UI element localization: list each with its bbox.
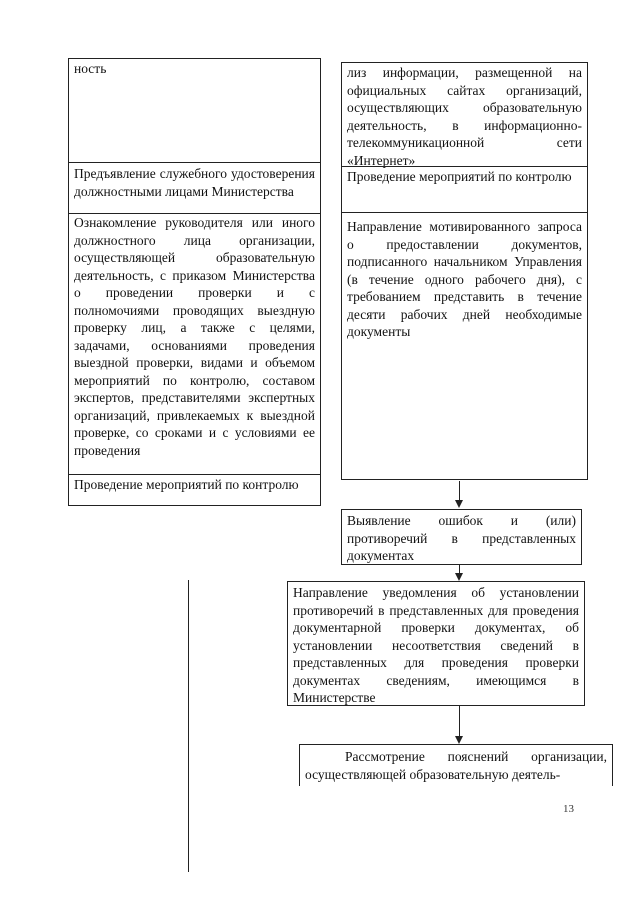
arrow-line-1 — [459, 481, 460, 501]
left-cell-id-presentation: Предъявление служебного удостоверения должностными лицами Министерства — [74, 166, 315, 199]
arrow-line-2 — [459, 565, 460, 573]
errors-detection-text: Выявление ошибок и (или) противоречий в представленных документах — [347, 513, 576, 563]
page-number: 13 — [563, 803, 574, 815]
notification-text: Направление уведомления об установлении противоречий в представленных для проведения документарной проверки документах, об установлении несоответствия сведений в представленных для проведения проверки документах сведениям, имеющимся в Министерстве — [293, 585, 579, 705]
arrow-head-3 — [455, 736, 463, 744]
right-cell-info-analysis: лиз информации, размещенной на официальных сайтах организаций, осуществляющих образовательную деятельность, в информационно-телекоммуникационной сети «Интернет» — [347, 65, 582, 168]
right-divider-2 — [341, 212, 588, 213]
left-cell-continuation: ность — [74, 61, 107, 76]
right-cell-control-measures: Проведение мероприятий по контролю — [347, 169, 572, 184]
right-cell-document-request: Направление мотивированного запроса о предоставлении документов, подписанного начальником Управления (в течение одного рабочего дня), с требованием представить в течение десяти рабочих дней необходимые документы — [347, 219, 582, 339]
arrow-line-3 — [459, 706, 460, 736]
left-cell-control-measures: Проведение мероприятий по контролю — [74, 477, 299, 492]
arrow-head-1 — [455, 500, 463, 508]
explanations-review-text: Рассмотрение пояснений организации, осуществляющей образовательную деятель- — [305, 749, 607, 782]
left-cell-familiarization: Ознакомление руководителя или иного должностного лица организации, осуществляющей образовательную деятельность, с приказом Министерства о проведении проверки и с полномочиями проводящих выездную проверку лиц, а также с целями, задачами, основаниями проведения выездной проверки, видами и объемом мероприятий по контролю, составом экспертов, представителями экспертных организаций, привлекаемых к выездной проверке, со сроками и с условиями ее проведения — [74, 215, 315, 458]
connector-line-vertical — [188, 580, 189, 872]
arrow-head-2 — [455, 573, 463, 581]
